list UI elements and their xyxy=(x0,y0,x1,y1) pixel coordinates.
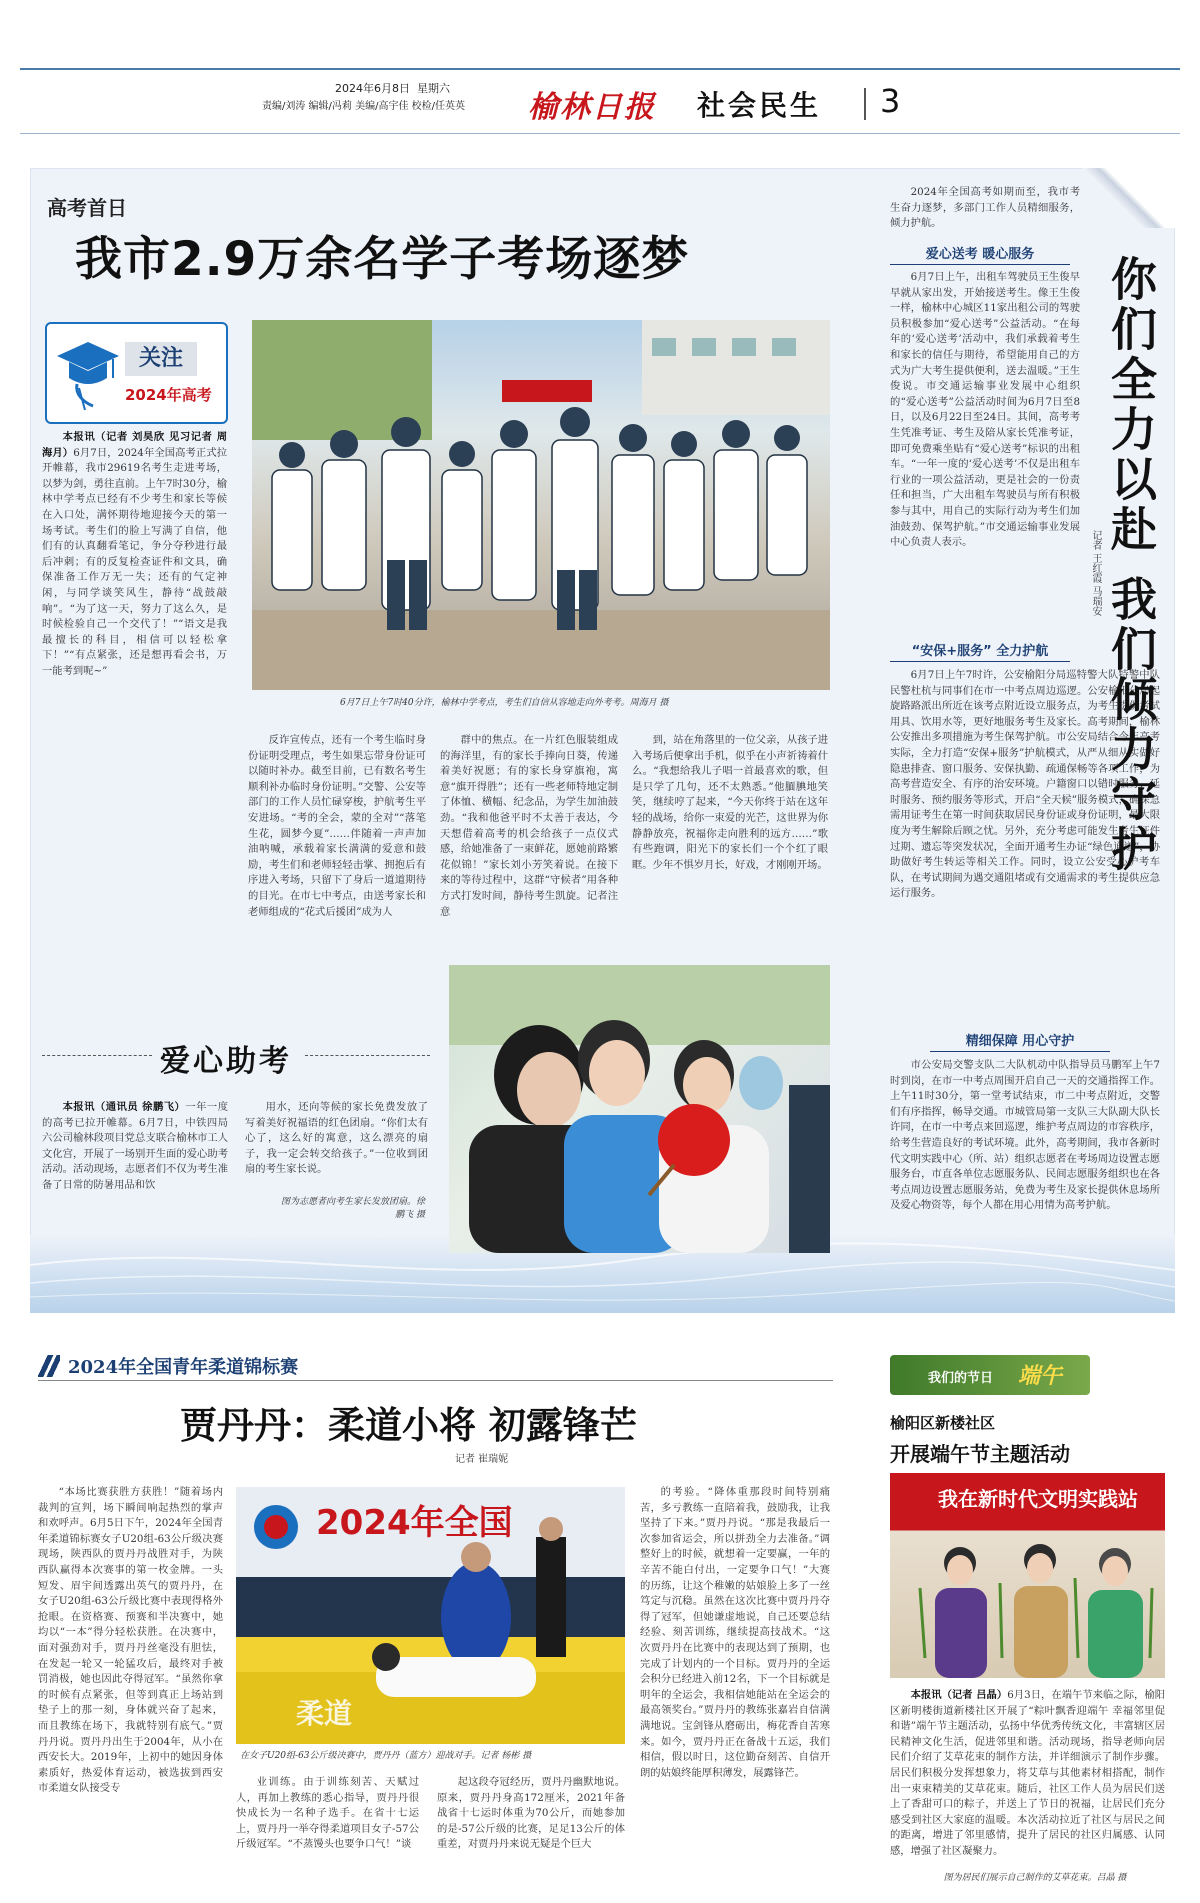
side-subtitle-1: 爱心送考 暖心服务 xyxy=(890,243,1070,265)
duanwu-kicker: 榆阳区新楼社区 xyxy=(890,1414,996,1432)
gaokao-column-1: 本报讯（记者 刘昊欣 见习记者 周海月）6月7日，2024年全国高考正式拉开帷幕，我市29619名考生走进考场，以梦为剑，勇往直前。上午7时30分，榆林中学考点已经有不少考生和家长等候在入口处，满怀期待地迎接今天的第一场考试。考生们的脸上写满了自信，他们有的认真翻看笔记，争分夺秒进行最后冲刺；有的反复检查证件和文具，确保准备工作万无一失；还有的气定神闲，与同学谈笑风生，静待“战鼓敲响”。“为了这一天，努力了这么久，是时候检验自己一个交代了！”“语文是我最擅长的科目，相信可以轻松拿下！”“有点紧张，还是想再看会书，万一能考到呢~” xyxy=(42,431,227,677)
judo-banner-rule xyxy=(38,1380,833,1381)
judo-column-4: 的考验。“降体重那段时间特别痛苦，多亏教练一直陪着我，鼓励我，让我坚持了下来。”贾丹丹说。“那是我最后一次参加省运会，所以拼劲全力去准备。”调整好上的时候，就想着一定要赢，一年的辛苦不能白付出，一定要争口气！”大赛的历练，让这个稚嫩的姑娘脸上多了一丝笃定与沉稳。虽然在这次比赛中贾丹丹夺得了冠军，但她谦虚地说，自己还要总结经验、刻苦训练，继续提高技战术。“这次贾丹丹在比赛中的表现达到了预期，也完成了计划内的一个目标。贾丹丹的全运会积分已经进入前12名，下一个目标就是明年的全运会，我相信她能站在全运会的最高领奖台。”贾丹丹的教练张嘉岩自信满满地说。宝剑锋从磨砺出，梅花香自苦寒来。如今，贾丹丹正在备战十五运，我们相信，假以时日，这位勤奋刻苦、自信开朗的姑娘终能厚积薄发，展露锋芒。 xyxy=(640,1486,830,1779)
gaokao-badge xyxy=(45,322,228,424)
duanwu-logo xyxy=(890,1355,1090,1395)
side-subtitle-3: 精细保障 用心守护 xyxy=(930,1030,1110,1052)
banner-slash-icon xyxy=(38,1355,60,1377)
side-subtitle-2: “安保+服务” 全力护航 xyxy=(890,640,1070,662)
gaokao-headline: 我市2.9万余名学子考场逐梦 xyxy=(75,232,690,287)
aixin-title-rule-left xyxy=(42,1055,152,1056)
aixin-column-2: 用水，还向等候的家长免费发放了写着美好祝福语的红色团扇。“你们太有心了，这么好的寓意，这么漂亮的扇子，我一定会转交给孩子。”一位收到团扇的考生家长说。 xyxy=(245,1101,428,1176)
duanwu-photo xyxy=(890,1473,1165,1678)
badge-top-label: 关注 xyxy=(125,342,197,376)
duanwu-headline: 开展端午节主题活动 xyxy=(890,1442,1070,1466)
duanwu-photo-banner: 我在新时代文明实践站 xyxy=(938,1487,1138,1511)
gaokao-column-3: 群中的焦点。在一片红色服装组成的海洋里，有的家长手捧向日葵，传递着美好祝愿；有的家长身穿旗袍，寓意“旗开得胜”；还有一些老师特地定制了体恤、横幅、纪念品，为学生加油鼓劲。“我和他爸平时不太善于表达，今天想借着高考的机会给孩子一点仪式感，给她准备了一束鲜花，愿她前路繁花似锦！”家长刘小芳笑着说。在接下来的等待过程中，这群“守候者”用各种方式打发时间，静待考生凯旋。记者注意 xyxy=(440,734,618,918)
duanwu-byline: 本报讯（记者 吕晶） xyxy=(910,1689,1008,1701)
aixin-column-1: 本报讯（通讯员 徐鹏飞）一年一度的高考已拉开帷幕。6月7日，中铁四局六公司榆林段项目党总支联合榆林市工人文化宫，开展了一场别开生面的爱心助考活动。活动现场，志愿者们不仅为考生准备了日常的防暑用品和饮 xyxy=(42,1101,228,1191)
header-date: 2024年6月8日 星期六 xyxy=(335,82,450,95)
gaokao-photo-caption: 6月7日上午7时40分许，榆林中学考点，考生们自信从容地走向外考考。周海月 摄 xyxy=(340,698,669,708)
judo-photo xyxy=(236,1487,625,1744)
gaokao-main-photo xyxy=(252,320,830,690)
judo-banner: 2024年全国青年柔道锦标赛 xyxy=(38,1352,298,1380)
gaokao-byline: 本报讯（记者 刘昊欣 见习记者 周海月） xyxy=(42,431,227,459)
fan-photo xyxy=(449,965,830,1253)
side-vertical-title: 你们全力以赴 我们倾力守护 xyxy=(1104,255,1158,876)
gaokao-kicker: 高考首日 xyxy=(47,196,127,220)
header-divider xyxy=(864,88,866,120)
page-curl xyxy=(1082,168,1175,228)
side-intro: 2024年全国高考如期而至，我市考生奋力逐梦，多部门工作人员精细服务，倾力护航。 xyxy=(890,186,1080,230)
page-number: 3 xyxy=(880,82,901,120)
newspaper-logo: 榆林日报 xyxy=(528,90,656,125)
judo-photo-banner: 2024年全国 xyxy=(316,1503,513,1543)
gaokao-column-4: 到，站在角落里的一位父亲，从孩子进入考场后便拿出手机，似乎在小声祈祷着什么。“我想给我儿子唱一首最喜欢的歌，但是只学了几句，还不太熟悉。”他腼腆地笑笑，继续哼了起来，“今天你终于站在这年轻的战场，给你一束爱的光芒，这世界为你静静放亮，祝福你走向胜利的远方……”歌有些跑调，阳光下的家长们一个个红了眼眶。少年不惧岁月长，好戏，才刚刚开场。 xyxy=(632,734,828,871)
aixin-title: 爱心助考 xyxy=(160,1044,292,1079)
judo-mat-text: 柔道 xyxy=(296,1697,353,1730)
judo-column-1: “本场比赛获胜方获胜！”随着场内裁判的宣判，场下瞬间响起热烈的掌声和欢呼声。6月5日下午，2024年全国青年柔道锦标赛女子U20组-63公斤级决赛现场，陕西队的贾丹丹战胜对手，为陕西队赢得本次赛事的第一枚金牌。一头短发、眉宇间透露出英气的贾丹丹，在女子U20组-63公斤级比赛中表现得格外抢眼。在资格赛、预赛和半决赛中，她均以“一本”得分轻松获胜。在决赛中，面对强劲对手，贾丹丹丝毫没有胆怯，在发起一轮又一轮猛攻后，最终对手被罚消极，她也因此夺得冠军。“虽然你拿的时候有点紧张，但等到真正上场站到垫子上的那一刻，身体就兴奋了起来，而且教练在场下，我就特别有底气。”贾丹丹说。贾丹丹出生于2004年，从小在西安长大。2019年，上初中的她因身体素质好，热爱体育运动，被选拔到西安市柔道女队接受专 xyxy=(38,1486,223,1795)
header-editors: 责编/刘涛 编辑/冯莉 美编/高宇佳 校检/任英英 xyxy=(262,101,466,112)
side-paragraph-3: 市公安局交警支队二大队机动中队指导员马鹏军上午7时到岗，在市一中考点周围开启自己一天的交通指挥工作。上午11时30分，第一堂考试结束，市二中考点附近，交警们有序指挥，畅导交通。市城管局第一支队三大队副大队长许同，在市一中考点来回巡逻，维护考点周边的市容秩序，给考生营造良好的考试环境。此外，高考期间，我市各新时代文明实践中心（所、站）组织志愿者在考场周边设置志愿服务台，市直各单位志愿服务队、民间志愿服务组织也在各考点周边设置志愿服务站，免费为考生及家长提供休息场所及爱心物资等，每个人都在用心用情为高考护航。 xyxy=(890,1059,1160,1212)
judo-headline: 贾丹丹：柔道小将 初露锋芒 xyxy=(180,1403,637,1447)
gaokao-column-2: 反诈宣传点，还有一个考生临时身份证明受理点，考生如果忘带身份证可以随时补办。截至目前，已有数名考生顺利补办临时身份证明。”交警、公安等部门的工作人员忙碌穿梭，护航考生平安进场。“考的全会，蒙的全对”“落笔生花，圆梦今夏”……伴随着一声声加油呐喊，承载着家长满满的爱意和鼓励，考生们和老师轻轻击掌、拥抱后有序进入考场，只留下了身后一道道期待的目光。在市七中考点，由送考家长和老师组成的“花式后援团”成为人 xyxy=(248,734,426,918)
side-paragraph-2: 6月7日上午7时许，公安榆阳分局巡特警大队特警中队民警杜杭与同事们在市一中考点周边巡逻。公安榆阳分局起旋路路派出所近在该考点附近设立服务点，为考生提供考试用具、饮用水等，更好地服务考生及家长。高考期间，榆林公安推出多项措施为考生保驾护航。市公安局结合今年高考实际，全力打造“安保+服务”护航模式，从严从细从实做好隐患排查、窗口服务、安保执勤、疏通保畅等各项工作，为高考营造安全、有序的治安环境。户籍窗口以错时服务、延时服务、预约服务等形式，开启“全天候”服务模式，确保急需用证考生在第一时间获取居民身份证或身份证明，最大限度为考生解除后顾之忧。另外，充分考虑可能发生考生证件过期、遗忘等突发状况，全面开通考生办证“绿色通道”，协助做好考生转运等相关工作。同时，设立公安受心护考车队，在考试期间为遇交通阻堵或有交通需求的考生提供应急运行服务。 xyxy=(890,669,1160,900)
duanwu-logo-text: 我们的节日 xyxy=(928,1371,994,1386)
header-bottom-rule xyxy=(20,133,1180,134)
section-title: 社会民生 xyxy=(697,89,822,122)
aixin-photo-caption: 图为志愿者向考生家长发放团扇。徐鹏飞 摄 xyxy=(280,1197,425,1220)
aixin-title-rule-right xyxy=(305,1055,430,1056)
side-paragraph-1: 6月7日上午，出租车驾驶员王生俊早早就从家出发，开始接送考生。像王生俊一样，榆林中心城区11家出租公司的驾驶员积极参加“爱心送考”公益活动。“在每年的‘爱心送考’活动中，我们承载着考生和家长的信任与期待，希望能用自己的方式为广大考生提供便利，送去温暖。”王生俊说。市交通运输事业发展中心组织的“爱心送考”公益活动时间为6月7日至8日，以及6月22日至24日。其间，高考考生凭准考证、考生及陪从家长凭准考证，即可免费乘坐贴有“爱心送考”标识的出租车。“一年一度的‘爱心送考’不仅是出租车行业的一项公益活动，更是社会的一份责任和担当，广大出租车驾驶员与所有积极参与其中，用自己的实际行动为考生们加油鼓劲、保驾护航。”市交通运输事业发展中心负责人表示。 xyxy=(890,271,1080,549)
duanwu-photo-caption: 图为居民们展示自己制作的艾草花束。吕晶 摄 xyxy=(943,1873,1127,1883)
duanwu-body: 本报讯（记者 吕晶）6月3日，在端午节来临之际，榆阳区新明楼街道新楼社区开展了“粽叶飘香迎端午 幸福邻里促和谐”端午节主题活动，弘扬中华优秀传统文化，丰富辖区居民精神文化生活，促进邻里和谐。活动现场，指导老师向居民们介绍了艾草花束的制作方法，并详细演示了制作步骤。居民们积极分发挥想象力，将艾草与其他素材相搭配，制作出一束束精美的艾草花束。随后，社区工作人员为居民们送上了香甜可口的粽子，并送上了节日的祝福，让居民们充分感受到社区大家庭的温暖。本次活动拉近了社区与居民之间的距离，增进了邻里感情，提升了居民的社区归属感、认同感，增强了社区凝聚力。 xyxy=(890,1689,1165,1857)
top-rule xyxy=(20,68,1180,70)
side-reporters: 记者 王红霞 马瑞安 xyxy=(1090,530,1101,617)
duanwu-logo-big: 端午 xyxy=(1018,1363,1063,1389)
aixin-byline: 本报讯（通讯员 徐鹏飞） xyxy=(62,1101,186,1113)
judo-reporter: 记者 崔瑞妮 xyxy=(455,1454,509,1465)
badge-bottom-label: 2024年高考 xyxy=(125,386,212,404)
graduation-cap-icon xyxy=(55,336,121,414)
judo-column-2: 业训练。由于训练刻苦、天赋过人，再加上教练的悉心指导，贾丹丹很快成长为一名种子选手。在省十七运上，贾丹丹一举夺得柔道项目女子-57公斤级冠军。“不蒸馒头也要争口气！”谈 xyxy=(236,1776,419,1851)
judo-photo-caption: 在女子U20组-63公斤级决赛中，贾丹丹（蓝方）迎战对手。记者 杨彬 摄 xyxy=(240,1751,532,1761)
judo-column-3: 起这段夺冠经历，贾丹丹幽默地说。原来，贾丹丹身高172厘米，2021年备战省十七运时体重为70公斤，而她参加的是-57公斤级的比赛，足足13公斤的体重差，对贾丹丹来说无疑是个巨大 xyxy=(437,1776,625,1851)
